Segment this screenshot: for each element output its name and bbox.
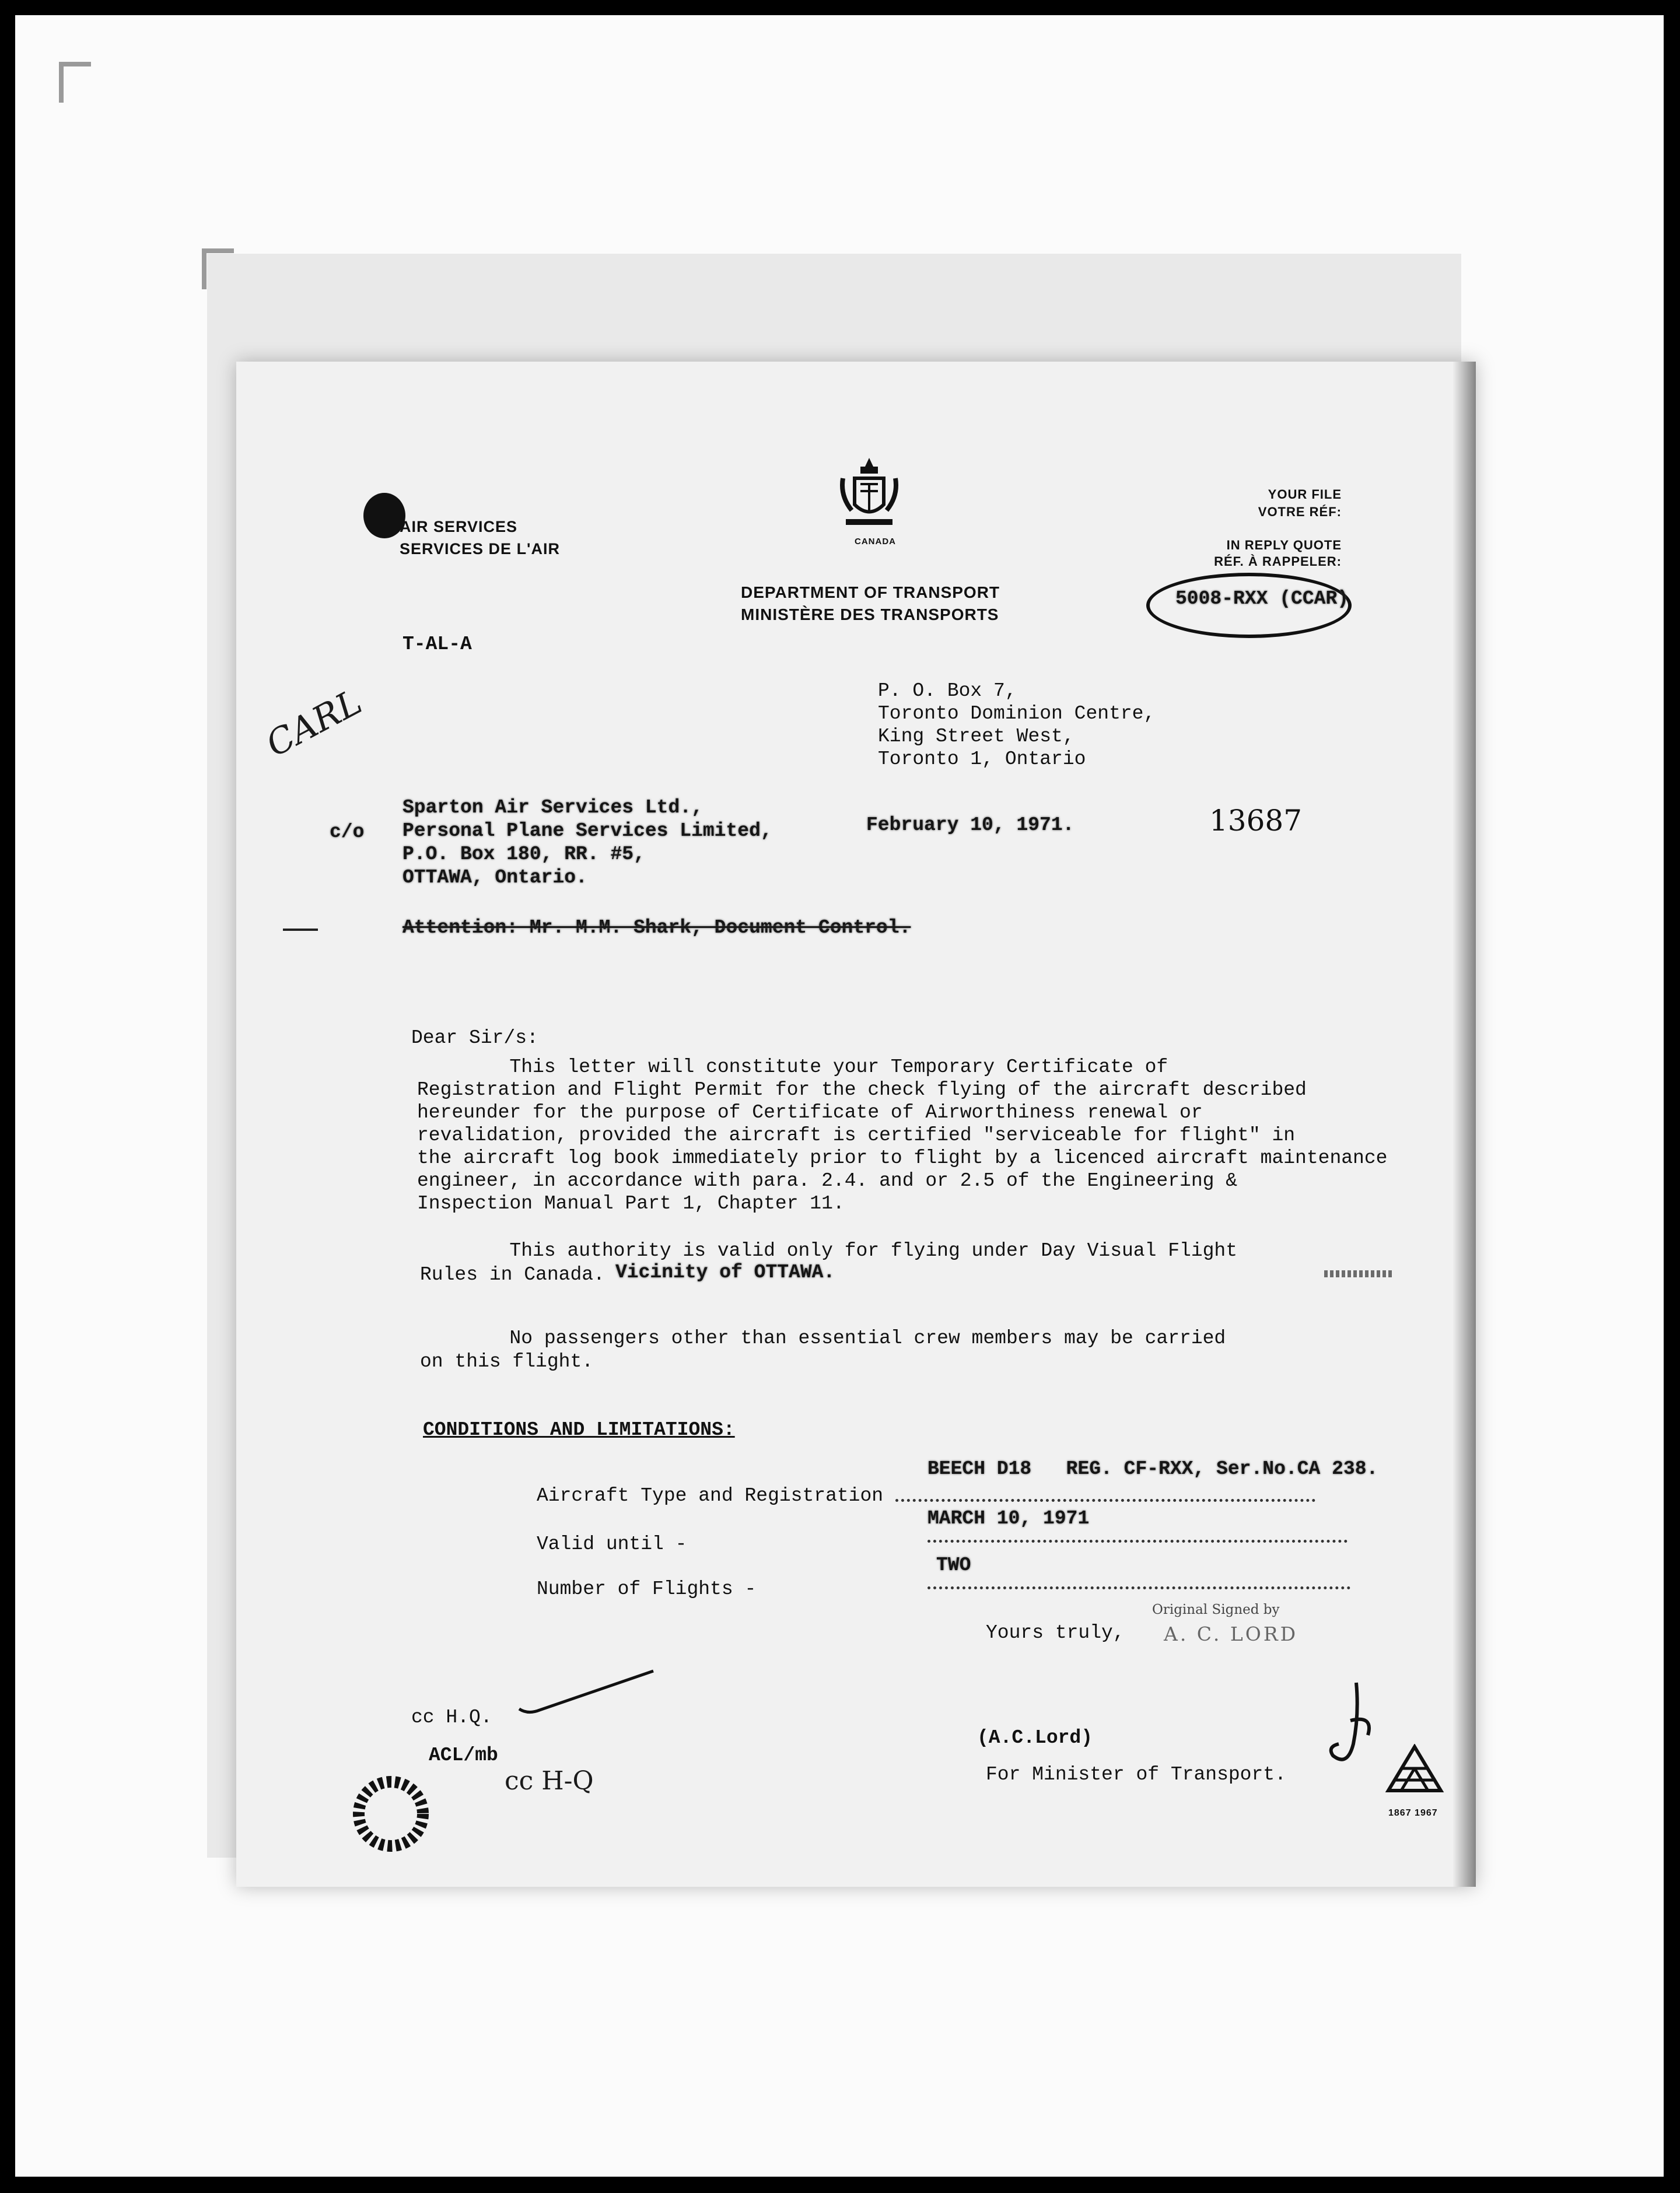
file-code: T-AL-A xyxy=(402,633,472,655)
dept-fr: MINISTÈRE DES TRANSPORTS xyxy=(741,605,999,623)
recipient-line-2: Personal Plane Services Limited, xyxy=(402,820,772,842)
conditions-heading: CONDITIONS AND LIMITATIONS: xyxy=(423,1419,735,1441)
letter-date: February 10, 1971. xyxy=(866,814,1074,836)
body-line: revalidation, provided the aircraft is certified "serviceable for flight" in xyxy=(417,1124,1296,1146)
sender-address-1: P. O. Box 7, xyxy=(878,680,1017,702)
check-mark-icon xyxy=(516,1668,656,1715)
handwritten-cc-hq: cc H-Q xyxy=(505,1766,594,1796)
typist-initials: ACL/mb xyxy=(429,1744,498,1766)
your-file-fr: VOTRE RÉF: xyxy=(1258,505,1342,519)
document-number: 13687 xyxy=(1209,804,1303,838)
handwritten-carl: CARL xyxy=(260,681,369,765)
country-label: CANADA xyxy=(855,537,896,547)
recipient-line-1: Sparton Air Services Ltd., xyxy=(402,797,703,818)
body-line: the aircraft log book immediately prior to flight by a licenced aircraft maintenance xyxy=(417,1147,1388,1169)
your-file-en: YOUR FILE xyxy=(1268,487,1342,502)
reply-quote-fr: RÉF. À RAPPELER: xyxy=(1214,554,1342,569)
valid-until-value: MARCH 10, 1971 xyxy=(928,1508,1090,1529)
body-line: Registration and Flight Permit for the check flying of the aircraft described xyxy=(417,1079,1307,1101)
crop-mark xyxy=(202,248,234,253)
flights-value: TWO xyxy=(936,1554,971,1576)
aircraft-value: BEECH D18 REG. CF-RXX, Ser.No.CA 238. xyxy=(928,1458,1378,1480)
sender-address-3: King Street West, xyxy=(878,726,1074,747)
body-paragraph-2-line-1: This authority is valid only for flying under Day Visual Flight xyxy=(417,1240,1238,1262)
centennial-years: 1867 1967 xyxy=(1388,1808,1438,1818)
letter-page xyxy=(236,362,1476,1887)
centennial-logo-icon xyxy=(1382,1744,1447,1808)
closing-yours-truly: Yours truly, xyxy=(986,1622,1125,1644)
signed-stamp-line-2: A. C. LORD xyxy=(1164,1623,1298,1645)
margin-dash xyxy=(283,929,318,931)
sender-address-2: Toronto Dominion Centre, xyxy=(878,703,1156,724)
reply-quote-en: IN REPLY QUOTE xyxy=(1226,538,1342,552)
body-paragraph-3-line-1: No passengers other than essential crew members may be carried xyxy=(417,1327,1226,1349)
crop-mark xyxy=(202,248,206,289)
cc-line: cc H.Q. xyxy=(411,1707,492,1728)
aircraft-label: Aircraft Type and Registration xyxy=(537,1485,884,1507)
body-line: Inspection Manual Part 1, Chapter 11. xyxy=(417,1193,845,1214)
crop-mark xyxy=(59,62,91,66)
body-paragraph-1 xyxy=(417,1056,1432,1215)
smudge-mark xyxy=(1324,1270,1394,1277)
flights-label: Number of Flights - xyxy=(537,1578,757,1600)
recipient-line-3: P.O. Box 180, RR. #5, xyxy=(402,843,645,865)
round-seal-icon xyxy=(350,1773,432,1855)
reply-ref-value: 5008-RXX (CCAR) xyxy=(1175,588,1349,609)
signed-stamp-line-1: Original Signed by xyxy=(1152,1602,1280,1617)
flights-dotted-line xyxy=(928,1586,1350,1589)
body-line: engineer, in accordance with para. 2.4. and or 2.5 of the Engineering & xyxy=(417,1170,1238,1192)
dept-left-fr: SERVICES DE L'AIR xyxy=(400,540,560,558)
attention-line: Attention: Mr. M.M. Shark, Document Control. xyxy=(402,917,911,938)
salutation: Dear Sir/s: xyxy=(411,1027,538,1049)
sender-address-4: Toronto 1, Ontario xyxy=(878,748,1086,770)
crop-mark xyxy=(59,62,64,103)
vicinity-stamp: Vicinity of OTTAWA. xyxy=(615,1262,835,1283)
aircraft-dotted-line xyxy=(895,1499,1315,1502)
handwritten-signature-icon xyxy=(1321,1680,1380,1773)
dept-left-en: AIR SERVICES xyxy=(400,518,518,535)
recipient-prefix: c/o xyxy=(330,821,365,843)
body-line: hereunder for the purpose of Certificate of Airworthiness renewal or xyxy=(417,1102,1203,1123)
recipient-line-4: OTTAWA, Ontario. xyxy=(402,867,587,888)
valid-until-label: Valid until - xyxy=(537,1533,687,1555)
body-paragraph-2-line-2: Rules in Canada. xyxy=(420,1264,605,1285)
signatory-title: For Minister of Transport. xyxy=(986,1764,1286,1785)
signatory-name: (A.C.Lord) xyxy=(977,1727,1093,1749)
valid-until-dotted-line xyxy=(928,1540,1348,1543)
page-edge-shadow xyxy=(1452,362,1476,1887)
body-line: This letter will constitute your Temporary Certificate of xyxy=(417,1056,1168,1078)
canada-coat-of-arms-icon xyxy=(837,455,901,537)
dept-en: DEPARTMENT OF TRANSPORT xyxy=(741,583,1000,601)
body-paragraph-3-line-2: on this flight. xyxy=(420,1351,594,1372)
